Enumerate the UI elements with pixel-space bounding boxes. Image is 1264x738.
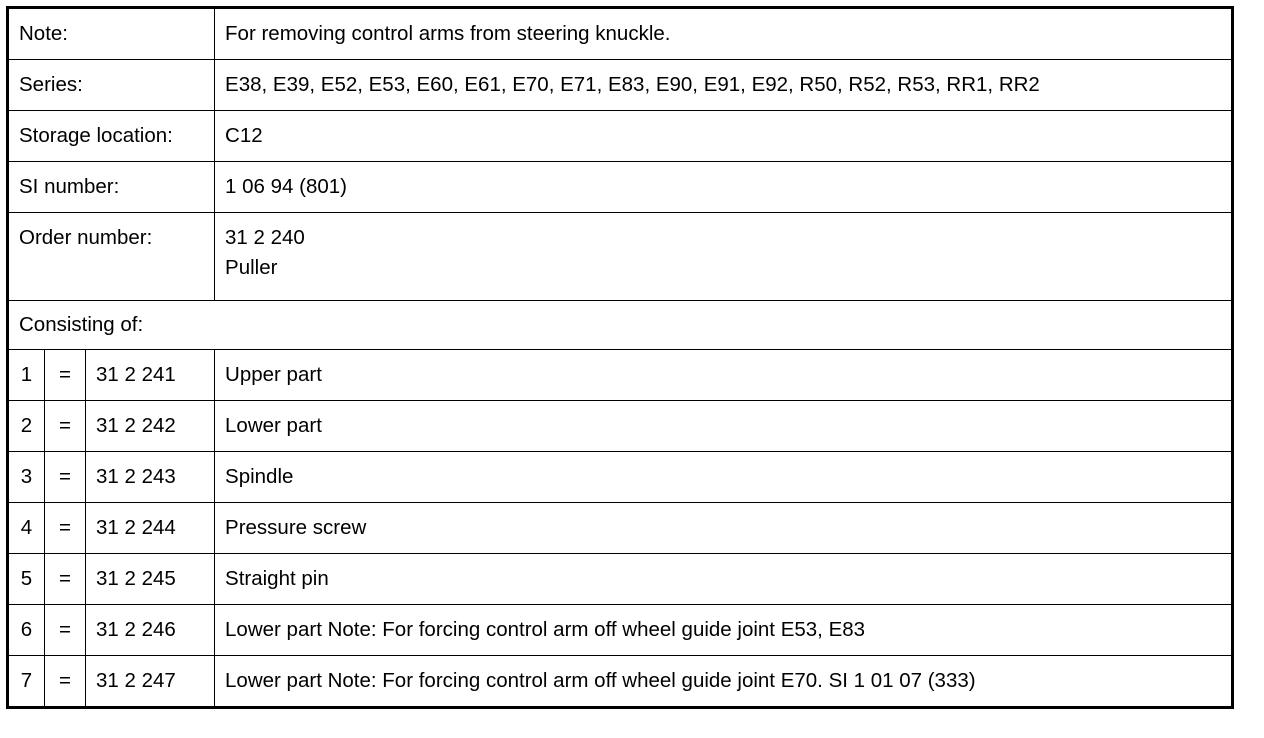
part-index: 1 bbox=[8, 350, 45, 401]
part-equals: = bbox=[45, 401, 86, 452]
consisting-of-label: Consisting of: bbox=[8, 301, 1233, 350]
table-row-series bbox=[8, 60, 1233, 111]
note-value: For removing control arms from steering knuckle. bbox=[215, 8, 1233, 60]
series-value: E38, E39, E52, E53, E60, E61, E70, E71, E83, E90, E91, E92, R50, R52, R53, RR1, RR2 bbox=[215, 60, 1233, 111]
si-number-label: SI number: bbox=[8, 162, 215, 213]
part-equals: = bbox=[45, 452, 86, 503]
table-row-si-number bbox=[8, 162, 1233, 213]
table-row-consisting-of bbox=[8, 301, 1233, 350]
table-row-part bbox=[8, 401, 1233, 452]
part-description: Spindle bbox=[215, 452, 1233, 503]
si-number-value: 1 06 94 (801) bbox=[215, 162, 1233, 213]
part-index: 5 bbox=[8, 554, 45, 605]
part-description: Pressure screw bbox=[215, 503, 1233, 554]
order-number-value bbox=[215, 213, 1233, 301]
table-row-note bbox=[8, 8, 1233, 60]
part-number: 31 2 241 bbox=[86, 350, 215, 401]
table-row-storage-location bbox=[8, 111, 1233, 162]
order-number-description: Puller bbox=[225, 256, 278, 279]
part-number: 31 2 247 bbox=[86, 656, 215, 708]
part-equals: = bbox=[45, 605, 86, 656]
part-index: 3 bbox=[8, 452, 45, 503]
table-row-part bbox=[8, 350, 1233, 401]
part-description: Lower part Note: For forcing control arm off wheel guide joint E70. SI 1 01 07 (333) bbox=[215, 656, 1233, 708]
table-row-part bbox=[8, 503, 1233, 554]
table-row-part bbox=[8, 452, 1233, 503]
part-description: Lower part Note: For forcing control arm off wheel guide joint E53, E83 bbox=[215, 605, 1233, 656]
storage-location-value: C12 bbox=[215, 111, 1233, 162]
part-equals: = bbox=[45, 350, 86, 401]
part-description: Lower part bbox=[215, 401, 1233, 452]
note-label: Note: bbox=[8, 8, 215, 60]
part-number: 31 2 244 bbox=[86, 503, 215, 554]
storage-location-label: Storage location: bbox=[8, 111, 215, 162]
part-index: 2 bbox=[8, 401, 45, 452]
order-number-code: 31 2 240 bbox=[225, 226, 305, 249]
part-equals: = bbox=[45, 656, 86, 708]
part-number: 31 2 245 bbox=[86, 554, 215, 605]
part-number: 31 2 242 bbox=[86, 401, 215, 452]
table-row-order-number bbox=[8, 213, 1233, 301]
table-row-part bbox=[8, 656, 1233, 708]
part-index: 4 bbox=[8, 503, 45, 554]
series-label: Series: bbox=[8, 60, 215, 111]
part-number: 31 2 243 bbox=[86, 452, 215, 503]
part-description: Upper part bbox=[215, 350, 1233, 401]
table-row-part bbox=[8, 554, 1233, 605]
part-index: 7 bbox=[8, 656, 45, 708]
special-tool-table bbox=[6, 6, 1234, 709]
table-row-part bbox=[8, 605, 1233, 656]
order-number-label: Order number: bbox=[8, 213, 215, 301]
part-description: Straight pin bbox=[215, 554, 1233, 605]
part-index: 6 bbox=[8, 605, 45, 656]
part-equals: = bbox=[45, 554, 86, 605]
part-number: 31 2 246 bbox=[86, 605, 215, 656]
part-equals: = bbox=[45, 503, 86, 554]
